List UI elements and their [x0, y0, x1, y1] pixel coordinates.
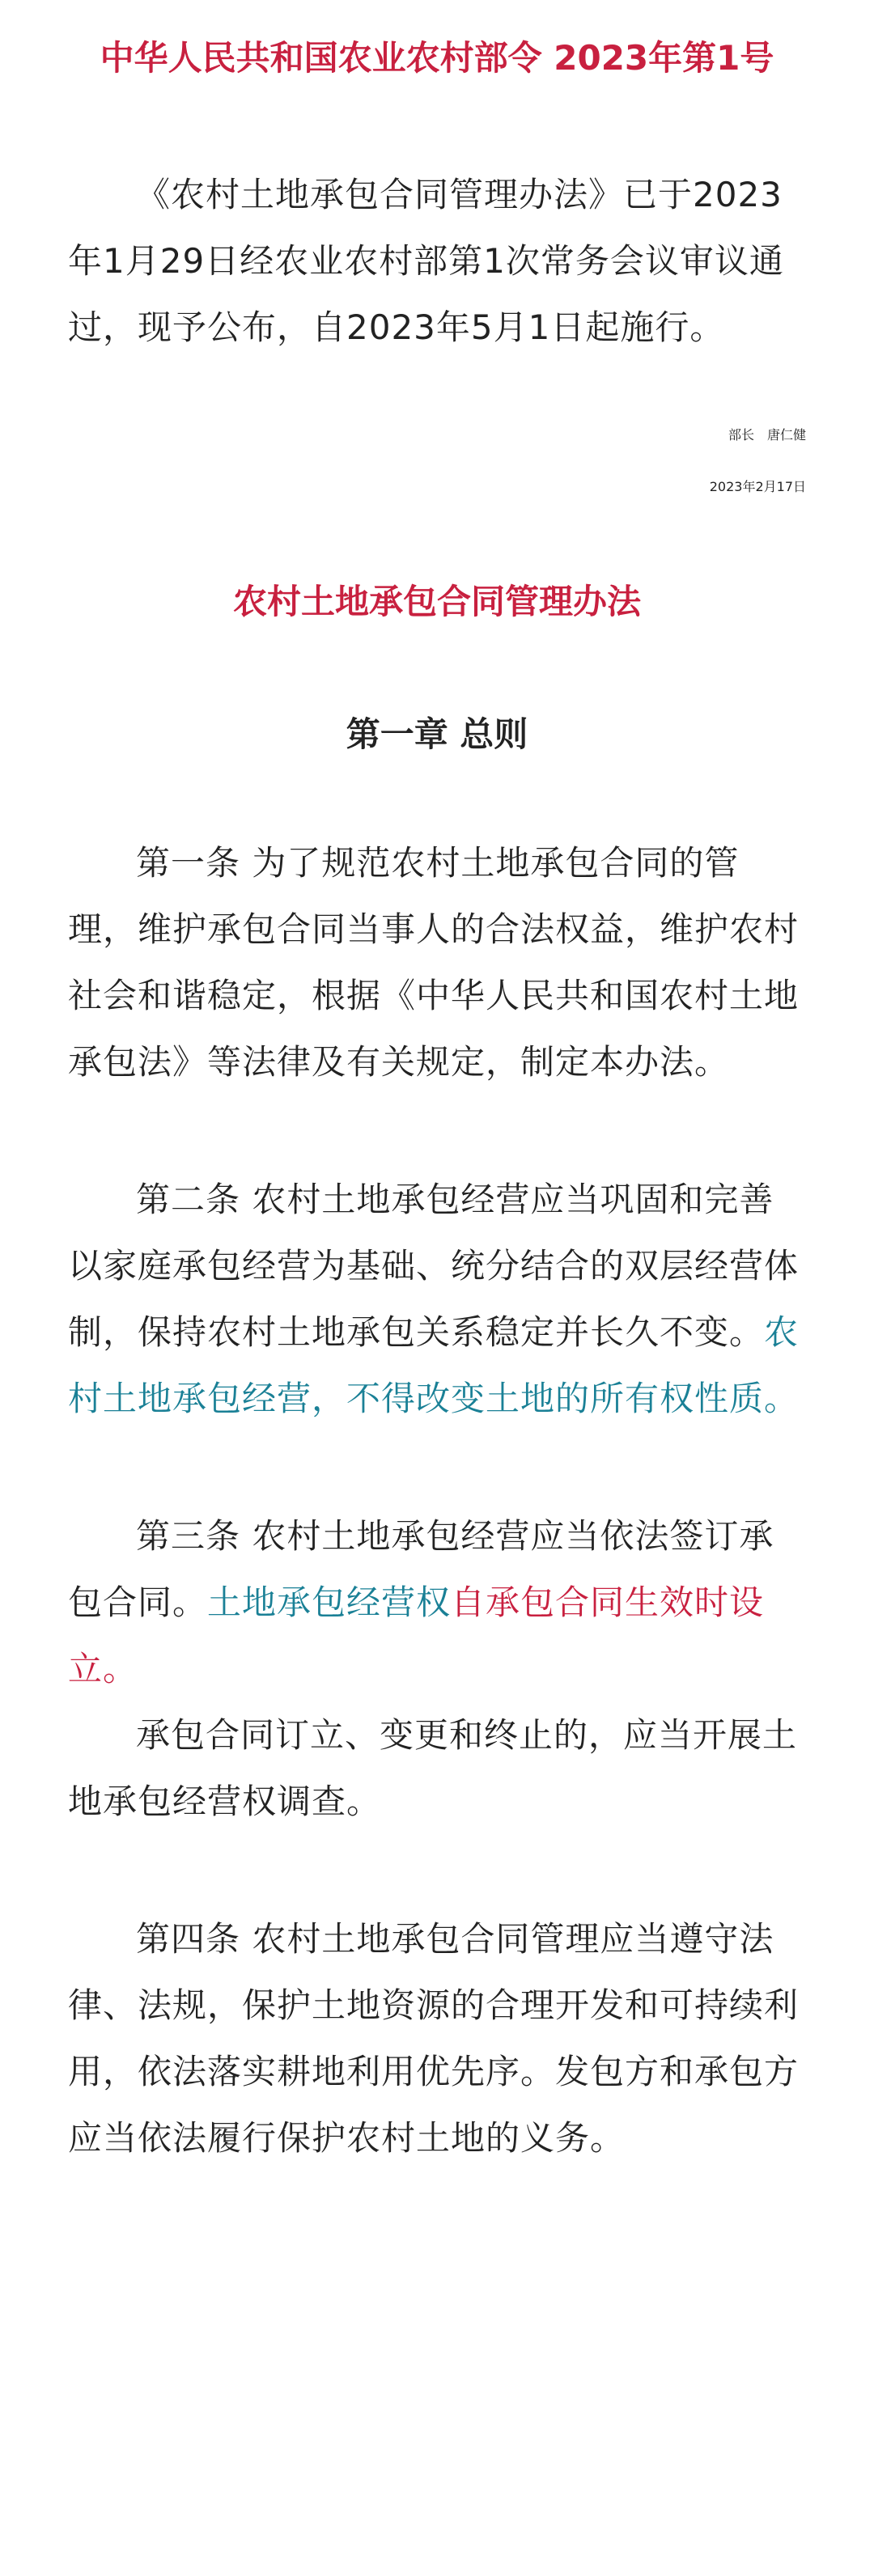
article-2-highlight: 农村土地承包经营，不得改变土地的所有权性质。	[68, 1312, 800, 1418]
intro-paragraph: 《农村土地承包合同管理办法》已于2023年1月29日经农业农村部第1次常务会议审议通过，现予公布，自2023年5月1日起施行。	[68, 175, 784, 347]
article-3-highlight-red: 自承包合同生效时设立。	[68, 1582, 765, 1688]
article-2-text: 第二条 农村土地承包经营应当巩固和完善以家庭承包经营为基础、统分结合的双层经营体制，保持农村土地承包关系稳定并长久不变。	[68, 1180, 800, 1352]
article-1	[68, 830, 806, 1095]
decree-header: 中华人民共和国农业农村部令 2023年第1号	[100, 38, 774, 78]
article-3-paragraph-2: 承包合同订立、变更和终止的，应当开展土地承包经营权调查。	[68, 1715, 798, 1821]
article-3-highlight-blue: 土地承包经营权	[207, 1582, 452, 1622]
document-title: 农村土地承包合同管理办法	[232, 582, 641, 621]
article-4-text: 第四条 农村土地承包合同管理应当遵守法律、法规，保护土地资源的合理开发和可持续利用，依法落实耕地利用优先序。发包方和承包方应当依法履行保护农村土地的义务。	[68, 1919, 800, 2158]
signature-block	[68, 409, 806, 513]
article-2	[68, 1167, 806, 1432]
article-3	[68, 1503, 806, 1702]
article-1-text: 第一条 为了规范农村土地承包合同的管理，维护承包合同当事人的合法权益，维护农村社会和谐稳定，根据《中华人民共和国农村土地承包法》等法律及有关规定，制定本办法。	[68, 843, 800, 1082]
signature-date: 2023年2月17日	[709, 479, 806, 494]
signature-name: 部长 唐仁健	[728, 427, 806, 443]
article-4	[68, 1906, 806, 2171]
article-3-text: 第三条 农村土地承包经营应当依法签订承包合同。	[68, 1516, 774, 1622]
chapter-heading: 第一章 总则	[346, 714, 528, 754]
